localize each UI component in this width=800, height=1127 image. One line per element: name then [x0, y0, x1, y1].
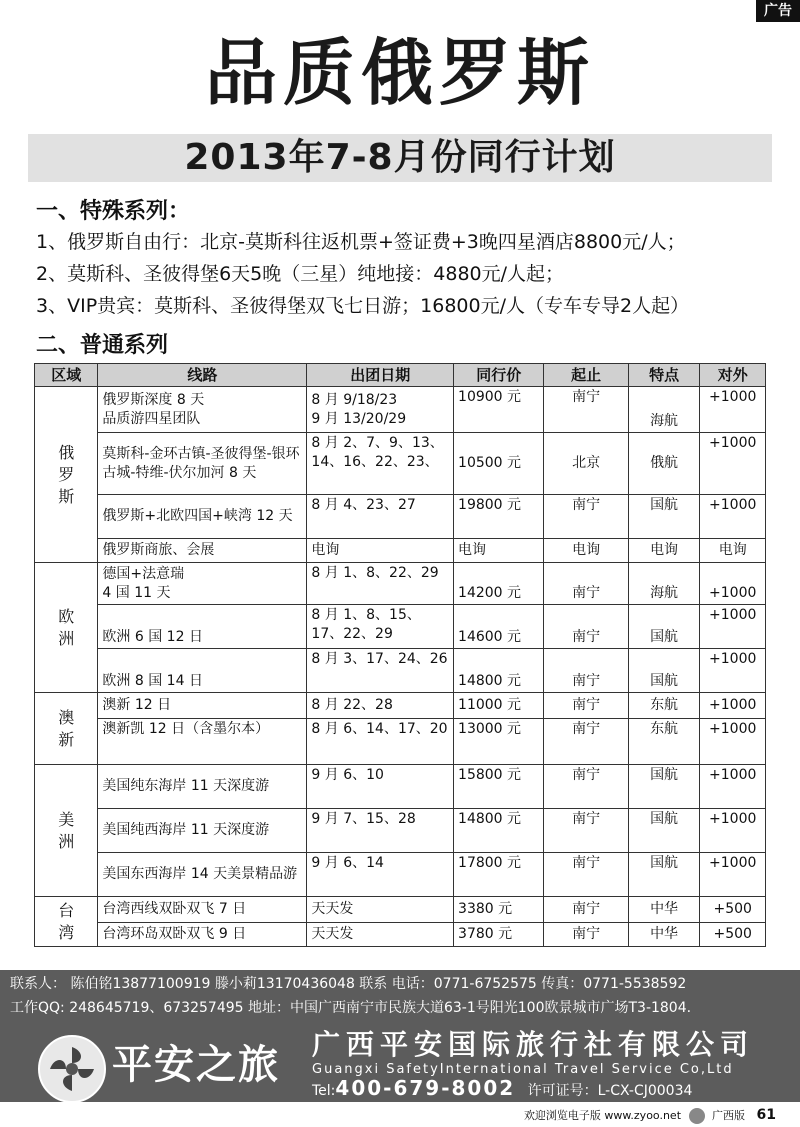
start-cell: 南宁	[544, 809, 628, 853]
feature-cell: 国航	[628, 605, 700, 649]
feature-cell: 海航	[628, 387, 700, 433]
start-cell: 南宁	[544, 765, 628, 809]
date-cell: 8 月 2、7、9、13、14、16、22、23、	[307, 433, 454, 495]
route-cell: 台湾西线双卧双飞 7 日	[98, 897, 307, 923]
route-cell: 莫斯科-金环古镇-圣彼得堡-银环古城-特维-伏尔加河 8 天	[98, 433, 307, 495]
table-row	[35, 387, 766, 433]
license-number: 许可证号：L-CX-CJ00034	[527, 1083, 693, 1099]
special-item: 2、莫斯科、圣彼得堡6天5晚（三星）纯地接：4880元/人起；	[36, 263, 565, 285]
table-row	[35, 433, 766, 495]
price-cell: 13000 元	[454, 719, 544, 765]
table-row	[35, 693, 766, 719]
price-cell: 14600 元	[454, 605, 544, 649]
start-cell: 北京	[544, 433, 628, 495]
start-cell: 南宁	[544, 563, 628, 605]
external-cell: +1000	[700, 605, 766, 649]
page-title: 品质俄罗斯	[204, 31, 595, 115]
tel-line	[312, 1078, 692, 1101]
bottom-bar	[0, 1104, 800, 1126]
edition-label: 广西版	[712, 1109, 746, 1122]
start-cell: 电询	[544, 539, 628, 563]
table-row	[35, 923, 766, 947]
website-text[interactable]: 欢迎浏览电子版 www.zyoo.net	[523, 1109, 682, 1122]
start-cell: 南宁	[544, 495, 628, 539]
start-cell: 南宁	[544, 605, 628, 649]
date-cell: 9 月 7、15、28	[307, 809, 454, 853]
external-cell: +1000	[700, 693, 766, 719]
special-heading: 一、特殊系列：	[36, 199, 191, 224]
price-cell: 3780 元	[454, 923, 544, 947]
route-cell: 欧洲 8 国 14 日	[98, 649, 307, 693]
price-cell: 14800 元	[454, 809, 544, 853]
feature-cell: 中华	[628, 923, 700, 947]
table-row	[35, 539, 766, 563]
start-cell: 南宁	[544, 387, 628, 433]
date-cell: 8 月 6、14、17、20	[307, 719, 454, 765]
edition-logo-icon	[689, 1108, 705, 1124]
table-row	[35, 495, 766, 539]
feature-cell: 国航	[628, 649, 700, 693]
external-cell: +1000	[700, 719, 766, 765]
route-cell: 俄罗斯深度 8 天 品质游四星团队	[98, 387, 307, 433]
start-cell: 南宁	[544, 897, 628, 923]
external-cell: +1000	[700, 765, 766, 809]
feature-cell: 国航	[628, 765, 700, 809]
external-cell: +500	[700, 897, 766, 923]
external-cell: +1000	[700, 649, 766, 693]
table-row	[35, 649, 766, 693]
start-cell: 南宁	[544, 853, 628, 897]
date-cell: 电询	[307, 539, 454, 563]
region-cell: 澳新	[35, 693, 98, 765]
plan-table	[34, 363, 766, 947]
price-cell: 14800 元	[454, 649, 544, 693]
table-row	[35, 719, 766, 765]
header-external: 对外	[700, 364, 766, 387]
table-row	[35, 605, 766, 649]
external-cell: +500	[700, 923, 766, 947]
route-cell: 美国纯东海岸 11 天深度游	[98, 765, 307, 809]
date-cell: 9 月 6、14	[307, 853, 454, 897]
date-cell: 天天发	[307, 897, 454, 923]
price-cell: 15800 元	[454, 765, 544, 809]
date-cell: 8 月 3、17、24、26	[307, 649, 454, 693]
table-row	[35, 809, 766, 853]
feature-cell: 俄航	[628, 433, 700, 495]
feature-cell: 电询	[628, 539, 700, 563]
table-header-row	[35, 364, 766, 387]
route-cell: 美国东西海岸 14 天美景精品游	[98, 853, 307, 897]
external-cell: 电询	[700, 539, 766, 563]
route-cell: 澳新 12 日	[98, 693, 307, 719]
header-price: 同行价	[454, 364, 544, 387]
tel-label: Tel:	[312, 1083, 336, 1099]
price-cell: 14200 元	[454, 563, 544, 605]
external-cell: +1000	[700, 563, 766, 605]
external-cell: +1000	[700, 495, 766, 539]
price-cell: 10900 元	[454, 387, 544, 433]
price-cell: 11000 元	[454, 693, 544, 719]
external-cell: +1000	[700, 387, 766, 433]
external-cell: +1000	[700, 853, 766, 897]
feature-cell: 东航	[628, 693, 700, 719]
company-name-en: Guangxi SafetyInternational Travel Service Co,Ltd	[312, 1062, 734, 1077]
feature-cell: 东航	[628, 719, 700, 765]
header-region: 区域	[35, 364, 98, 387]
external-cell: +1000	[700, 433, 766, 495]
subtitle-banner: 2013年7-8月份同行计划	[28, 134, 772, 182]
tel-number: 400-679-8002	[335, 1076, 516, 1100]
header-route: 线路	[98, 364, 307, 387]
special-item: 3、VIP贵宾：莫斯科、圣彼得堡双飞七日游；16800元/人（专车专导2人起）	[36, 295, 690, 317]
special-item: 1、俄罗斯自由行：北京-莫斯科往返机票+签证费+3晚四星酒店8800元/人；	[36, 231, 686, 253]
qq-address-line: 工作QQ: 248645719、673257495 地址：中国广西南宁市民族大道63-1号阳光100欧景城市广场T3-1804.	[10, 1000, 692, 1016]
start-cell: 南宁	[544, 719, 628, 765]
table-row	[35, 897, 766, 923]
region-cell: 俄罗斯	[35, 387, 98, 563]
region-cell: 台湾	[35, 897, 98, 947]
header-date: 出团日期	[307, 364, 454, 387]
header-start: 起止	[544, 364, 628, 387]
date-cell: 8 月 22、28	[307, 693, 454, 719]
ad-tag: 广告	[756, 0, 800, 22]
route-cell: 欧洲 6 国 12 日	[98, 605, 307, 649]
route-cell: 台湾环岛双卧双飞 9 日	[98, 923, 307, 947]
date-cell: 9 月 6、10	[307, 765, 454, 809]
company-logo-icon	[38, 1035, 106, 1103]
route-cell: 俄罗斯商旅、会展	[98, 539, 307, 563]
table-row	[35, 765, 766, 809]
date-cell: 8 月 1、8、15、17、22、29	[307, 605, 454, 649]
feature-cell: 中华	[628, 897, 700, 923]
brand-name: 平安之旅	[112, 1042, 280, 1088]
date-cell: 天天发	[307, 923, 454, 947]
header-feature: 特点	[628, 364, 700, 387]
price-cell: 17800 元	[454, 853, 544, 897]
price-cell: 电询	[454, 539, 544, 563]
feature-cell: 海航	[628, 563, 700, 605]
price-cell: 3380 元	[454, 897, 544, 923]
region-cell: 欧洲	[35, 563, 98, 693]
region-cell: 美洲	[35, 765, 98, 897]
price-cell: 10500 元	[454, 433, 544, 495]
feature-cell: 国航	[628, 809, 700, 853]
price-cell: 19800 元	[454, 495, 544, 539]
start-cell: 南宁	[544, 649, 628, 693]
route-cell: 德国+法意瑞 4 国 11 天	[98, 563, 307, 605]
table-row	[35, 853, 766, 897]
date-cell: 8 月 9/18/23 9 月 13/20/29	[307, 387, 454, 433]
company-name-cn: 广西平安国际旅行社有限公司	[312, 1028, 755, 1061]
date-cell: 8 月 4、23、27	[307, 495, 454, 539]
route-cell: 澳新凯 12 日（含墨尔本）	[98, 719, 307, 765]
pinwheel-icon	[46, 1043, 98, 1095]
external-cell: +1000	[700, 809, 766, 853]
date-cell: 8 月 1、8、22、29	[307, 563, 454, 605]
feature-cell: 国航	[628, 853, 700, 897]
contact-line: 联系人： 陈伯铭13877100919 滕小莉13170436048 联系 电话：0771-6752575 传真：0771-5538592	[10, 976, 687, 992]
route-cell: 俄罗斯+北欧四国+峡湾 12 天	[98, 495, 307, 539]
normal-heading: 二、普通系列	[36, 333, 169, 358]
page-number: 61	[756, 1107, 776, 1123]
start-cell: 南宁	[544, 923, 628, 947]
feature-cell: 国航	[628, 495, 700, 539]
route-cell: 美国纯西海岸 11 天深度游	[98, 809, 307, 853]
start-cell: 南宁	[544, 693, 628, 719]
table-row	[35, 563, 766, 605]
